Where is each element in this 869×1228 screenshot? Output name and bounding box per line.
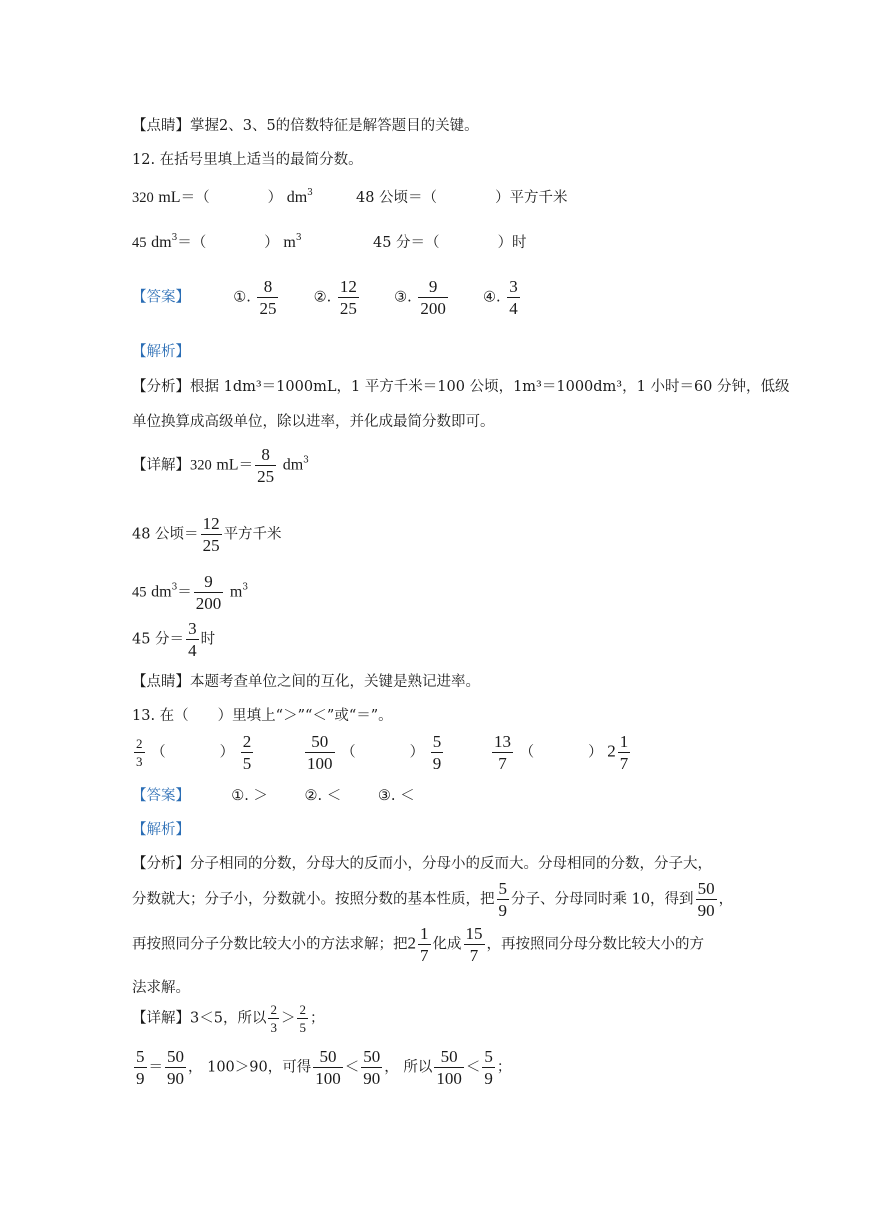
value-45: 45 xyxy=(132,235,147,251)
fraction: $\frac{50}{100}$ xyxy=(307,732,333,773)
detail-tag: 【详解】 xyxy=(132,457,190,474)
answer-fraction: $\frac{12}{25}$ xyxy=(339,277,357,318)
unit-dm: dm xyxy=(151,234,172,251)
q13-analysis-2: 分数就大；分子小，分数就小。按照分数的基本性质，把 $\frac{5}{9}$ 分子、分母同时乘 10，得到 $\frac{50}{90}$ ， xyxy=(132,879,734,920)
detail-3: 45 $dm^3=$ $\frac{9}{200}$ $m^3$ xyxy=(132,572,249,613)
analysis-tag: 【解析】 xyxy=(132,344,190,360)
q12-blank-3 xyxy=(132,231,302,252)
answer-tag: 【答案】 xyxy=(132,289,190,306)
detail-2: 48 公顷＝ $\frac{12}{25}$ 平方千米 xyxy=(132,514,282,555)
tip-line: 【点睛】掌握2、3、5的倍数特征是解答题目的关键。 xyxy=(132,118,479,134)
hectare-label: 48 公顷＝（ xyxy=(356,190,438,206)
close-paren: ） xyxy=(267,190,283,206)
fraction: $\frac{9}{200}$ xyxy=(195,572,222,613)
q13-analysis-4: 法求解。 xyxy=(132,980,190,996)
detail-1: 【详解】320 mL＝ $\frac{8}{25}$ $dm^3$ xyxy=(132,445,309,486)
analysis-tag-13: 【解析】 xyxy=(132,822,190,838)
fraction: $\frac{5}{9}$ xyxy=(432,732,442,773)
open-paren: ＝（ xyxy=(180,190,210,206)
cube-sup: 3 xyxy=(171,233,178,243)
analysis-line-2: 单位换算成高级单位，除以进率，并化成最简分数即可。 xyxy=(132,414,495,430)
answer-mark: ②. xyxy=(313,289,332,306)
detail-4: 45 分＝ $\frac{3}{4}$ 时 xyxy=(132,619,216,660)
fraction: $\frac{3}{4}$ xyxy=(188,619,197,660)
q12-blank-4 xyxy=(373,231,527,252)
cube-sup: 3 xyxy=(295,233,302,243)
minute-label: 45 分＝（ xyxy=(373,235,440,251)
q13-detail-1: 【详解】3＜5，所以 $\frac{2}{3}$ ＞ $\frac{2}{5}$ ； xyxy=(132,1002,325,1035)
unit-dm: dm xyxy=(286,189,308,206)
fraction: $\frac{12}{25}$ xyxy=(202,514,220,555)
fraction: $\frac{2}{5}$ xyxy=(242,732,252,773)
answer-mark: ①. xyxy=(233,289,251,306)
q12-blank-1 xyxy=(132,186,313,207)
tip-line-2: 【点睛】本题考查单位之间的互化，关键是熟记进率。 xyxy=(132,674,480,690)
sq-km-label: ）平方千米 xyxy=(495,190,568,206)
fraction: $\frac{2}{3}$ xyxy=(136,736,143,769)
unit-m: m xyxy=(283,234,296,251)
q13-compare-1: $\frac{2}{3}$ （ ） $\frac{2}{5}$ xyxy=(136,732,252,773)
cube-sup: 3 xyxy=(307,188,313,198)
fraction: $\frac{8}{25}$ xyxy=(257,445,275,486)
q12-blank-2 xyxy=(356,186,568,207)
question-13-title: 13. 在（ ）里填上“＞”“＜”或“＝”。 xyxy=(132,708,393,724)
q13-compare-2: $\frac{50}{100}$ （ ） $\frac{5}{9}$ xyxy=(307,732,442,773)
q12-answer-row xyxy=(132,278,522,317)
close-paren: ） xyxy=(264,235,279,251)
open-paren: ＝（ xyxy=(177,235,207,251)
answer-mark: ③. xyxy=(394,289,412,306)
q13-analysis-3: 再按照同分子分数比较大小的方法求解；把2 $\frac{1}{7}$ 化成 $\frac{15}{7}$ ，再按照同分母分数比较大小的方 xyxy=(132,924,704,965)
answer-fraction: $\frac{9}{200}$ xyxy=(420,277,446,318)
answer-tag: 【答案】 xyxy=(132,788,190,804)
q13-answer-row: 【答案】 ①. ＞ ②. ＜ ③. ＜ xyxy=(132,788,415,804)
analysis-line-1: 【分析】根据 1dm³＝1000mL，1 平方千米＝100 公顷，1m³＝1000dm³，1 小时＝60 分钟，低级 xyxy=(132,379,790,395)
fraction: $\frac{1}{7}$ xyxy=(619,732,629,773)
hour-label: ）时 xyxy=(497,235,527,251)
q13-compare-3: $\frac{13}{7}$ （ ） 2 $\frac{1}{7}$ xyxy=(494,732,629,773)
answer-mark: ④. xyxy=(483,289,501,306)
unit-ml: mL xyxy=(158,189,181,206)
value-320: 320 xyxy=(132,190,154,206)
answer-fraction: $\frac{8}{25}$ xyxy=(259,277,277,318)
q13-analysis-1: 【分析】分子相同的分数，分母大的反而小，分母小的反而大。分母相同的分数，分子大， xyxy=(132,856,712,872)
q13-detail-2: $\frac{5}{9}$ ＝ $\frac{50}{90}$ ， 100＞90，可得 $\frac{50}{100}$ ＜ $\frac{50}{90}$ ， 所以 $\frac{50}{100}$ ＜ $\frac{5}{9}$ ； xyxy=(136,1047,512,1088)
fraction: $\frac{13}{7}$ xyxy=(494,732,511,773)
question-12-title: 12. 在括号里填上适当的最简分数。 xyxy=(132,152,363,168)
answer-fraction: $\frac{3}{4}$ xyxy=(509,277,518,318)
